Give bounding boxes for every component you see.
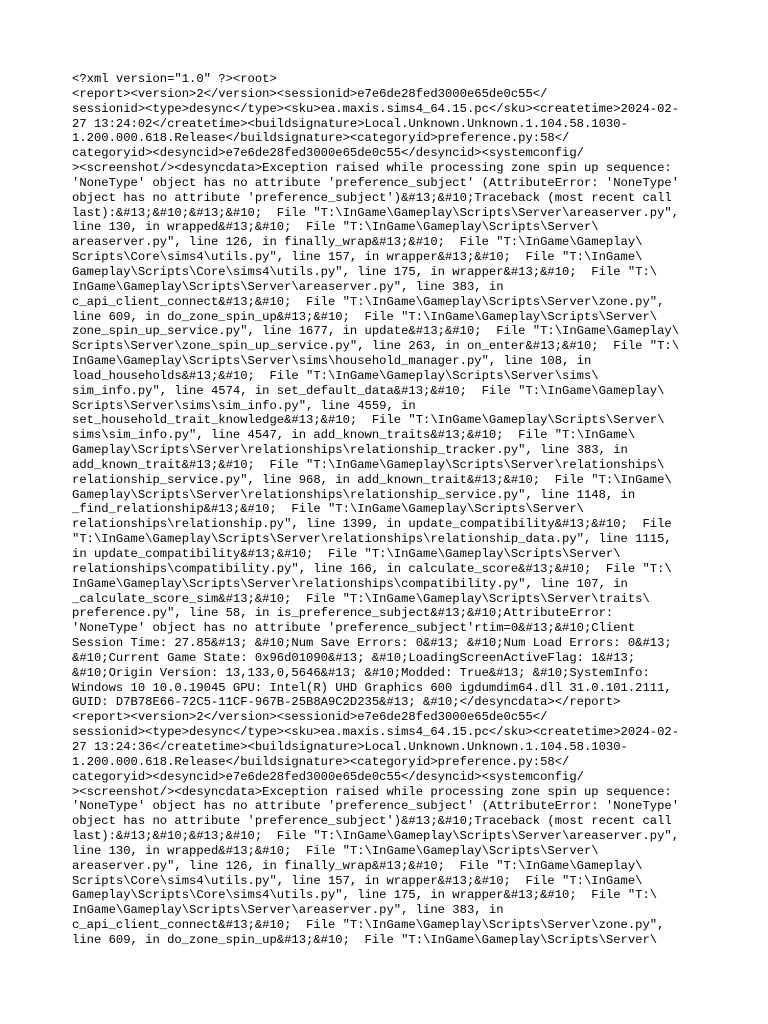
log-line: areaserver.py", line 126, in finally_wrap&#13;&#10; File "T:\InGame\Gameplay\ <box>72 858 643 873</box>
log-line: relationships\relationship.py", line 1399, in update_compatibility&#13;&#10; File <box>72 517 672 532</box>
log-line: GUID: D7B78E66-72C5-11CF-967B-25B8A9C2D235&#13; &#10;</desyncdata></report> <box>72 695 621 710</box>
log-line: _calculate_score_sim&#13;&#10; File "T:\InGame\Gameplay\Scripts\Server\traits\ <box>72 591 650 606</box>
log-line: &#10;Current Game State: 0x96d01090&#13; &#10;LoadingScreenActiveFlag: 1&#13; <box>72 650 636 665</box>
log-line: add_known_trait&#13;&#10; File "T:\InGame\Gameplay\Scripts\Server\relationships\ <box>72 457 665 472</box>
log-line: line 609, in do_zone_spin_up&#13;&#10; File "T:\InGame\Gameplay\Scripts\Server\ <box>72 309 658 324</box>
log-line: InGame\Gameplay\Scripts\Server\relationships\compatibility.py", line 107, in <box>72 576 628 591</box>
log-line: "T:\InGame\Gameplay\Scripts\Server\relationships\relationship_data.py", line 1115, <box>72 532 672 547</box>
log-line: Gameplay\Scripts\Core\sims4\utils.py", line 175, in wrapper&#13;&#10; File "T:\ <box>72 264 658 279</box>
log-line: sim_info.py", line 4574, in set_default_data&#13;&#10; File "T:\InGame\Gameplay\ <box>72 383 665 398</box>
log-line: Scripts\Core\sims4\utils.py", line 157, in wrapper&#13;&#10; File "T:\InGame\ <box>72 250 643 265</box>
log-line: Scripts\Server\zone_spin_up_service.py", line 263, in on_enter&#13;&#10; File "T:\ <box>72 339 680 354</box>
log-line: c_api_client_connect&#13;&#10; File "T:\InGame\Gameplay\Scripts\Server\zone.py", <box>72 294 665 309</box>
log-line: c_api_client_connect&#13;&#10; File "T:\InGame\Gameplay\Scripts\Server\zone.py", <box>72 918 665 933</box>
log-line: ><screenshot/><desyncdata>Exception raised while processing zone spin up sequence: <box>72 784 672 799</box>
log-line: Windows 10 10.0.19045 GPU: Intel(R) UHD Graphics 600 igdumdim64.dll 31.0.101.2111, <box>72 680 672 695</box>
log-line: Gameplay\Scripts\Server\relationships\relationship_tracker.py", line 383, in <box>72 443 628 458</box>
log-line: 27 13:24:02</createtime><buildsignature>Local.Unknown.Unknown.1.104.58.1030- <box>72 116 628 131</box>
log-line: line 609, in do_zone_spin_up&#13;&#10; File "T:\InGame\Gameplay\Scripts\Server\ <box>72 932 658 947</box>
log-line: Scripts\Server\sims\sim_info.py", line 4559, in <box>72 398 416 413</box>
log-line: sessionid><type>desync</type><sku>ea.maxis.sims4_64.15.pc</sku><createtime>2024-02- <box>72 725 680 740</box>
log-line: categoryid><desyncid>e7e6de28fed3000e65de0c55</desyncid><systemconfig/ <box>72 146 584 161</box>
log-line: &#10;Origin Version: 13,133,0,5646&#13; &#10;Modded: True&#13; &#10;SystemInfo: <box>72 665 650 680</box>
document-page <box>72 72 704 948</box>
log-line: Gameplay\Scripts\Server\relationships\relationship_service.py", line 1148, in <box>72 487 636 502</box>
log-line: in update_compatibility&#13;&#10; File "T:\InGame\Gameplay\Scripts\Server\ <box>72 547 621 561</box>
log-line: Scripts\Core\sims4\utils.py", line 157, in wrapper&#13;&#10; File "T:\InGame\ <box>72 873 643 888</box>
log-line: categoryid><desyncid>e7e6de28fed3000e65de0c55</desyncid><systemconfig/ <box>72 769 584 784</box>
log-line: 'NoneType' object has no attribute 'preference_subject' (AttributeError: 'NoneType' <box>72 175 680 190</box>
log-line: 1.200.000.618.Release</buildsignature><categoryid>preference.py:58</ <box>72 131 570 146</box>
log-line: set_household_trait_knowledge&#13;&#10; File "T:\InGame\Gameplay\Scripts\Server\ <box>72 413 665 428</box>
log-line: load_households&#13;&#10; File "T:\InGame\Gameplay\Scripts\Server\sims\ <box>72 368 599 383</box>
log-line: last):&#13;&#10;&#13;&#10; File "T:\InGame\Gameplay\Scripts\Server\areaserver.py", <box>72 829 680 844</box>
log-line: 1.200.000.618.Release</buildsignature><categoryid>preference.py:58</ <box>72 754 570 769</box>
log-line: sims\sim_info.py", line 4547, in add_known_traits&#13;&#10; File "T:\InGame\ <box>72 428 636 443</box>
log-line: <report><version>2</version><sessionid>e7e6de28fed3000e65de0c55</ <box>72 86 548 101</box>
log-text-block <box>72 72 704 948</box>
log-line: 27 13:24:36</createtime><buildsignature>Local.Unknown.Unknown.1.104.58.1030- <box>72 739 628 754</box>
log-line: line 130, in wrapped&#13;&#10; File "T:\InGame\Gameplay\Scripts\Server\ <box>72 220 599 235</box>
log-line: _find_relationship&#13;&#10; File "T:\InGame\Gameplay\Scripts\Server\ <box>72 502 584 517</box>
log-line: last):&#13;&#10;&#13;&#10; File "T:\InGame\Gameplay\Scripts\Server\areaserver.py", <box>72 205 680 220</box>
log-line: object has no attribute 'preference_subject')&#13;&#10;Traceback (most recent call <box>72 190 672 205</box>
log-line: InGame\Gameplay\Scripts\Server\areaserver.py", line 383, in <box>72 279 504 294</box>
log-line: object has no attribute 'preference_subject')&#13;&#10;Traceback (most recent call <box>72 814 672 829</box>
log-line: <report><version>2</version><sessionid>e7e6de28fed3000e65de0c55</ <box>72 710 548 725</box>
log-line: ><screenshot/><desyncdata>Exception raised while processing zone spin up sequence: <box>72 161 672 176</box>
log-line: Gameplay\Scripts\Core\sims4\utils.py", line 175, in wrapper&#13;&#10; File "T:\ <box>72 888 658 903</box>
log-line: relationships\compatibility.py", line 166, in calculate_score&#13;&#10; File "T:\ <box>72 561 672 576</box>
log-line: relationship_service.py", line 968, in add_known_trait&#13;&#10; File "T:\InGame\ <box>72 472 672 487</box>
log-line: sessionid><type>desync</type><sku>ea.maxis.sims4_64.15.pc</sku><createtime>2024-02- <box>72 101 680 116</box>
log-line: InGame\Gameplay\Scripts\Server\sims\household_manager.py", line 108, in <box>72 354 592 369</box>
log-line: line 130, in wrapped&#13;&#10; File "T:\InGame\Gameplay\Scripts\Server\ <box>72 843 599 858</box>
log-line: 'NoneType' object has no attribute 'preference_subject' (AttributeError: 'NoneType' <box>72 799 680 814</box>
log-line: Session Time: 27.85&#13; &#10;Num Save Errors: 0&#13; &#10;Num Load Errors: 0&#13; <box>72 636 672 651</box>
log-line: 'NoneType' object has no attribute 'preference_subject'rtim=0&#13;&#10;Client <box>72 621 636 636</box>
log-line: preference.py", line 58, in is_preference_subject&#13;&#10;AttributeError: <box>72 606 614 621</box>
log-line: InGame\Gameplay\Scripts\Server\areaserver.py", line 383, in <box>72 903 504 918</box>
log-line: zone_spin_up_service.py", line 1677, in update&#13;&#10; File "T:\InGame\Gameplay\ <box>72 324 680 339</box>
log-line: areaserver.py", line 126, in finally_wrap&#13;&#10; File "T:\InGame\Gameplay\ <box>72 235 643 250</box>
log-line: <?xml version="1.0" ?><root> <box>72 72 277 86</box>
